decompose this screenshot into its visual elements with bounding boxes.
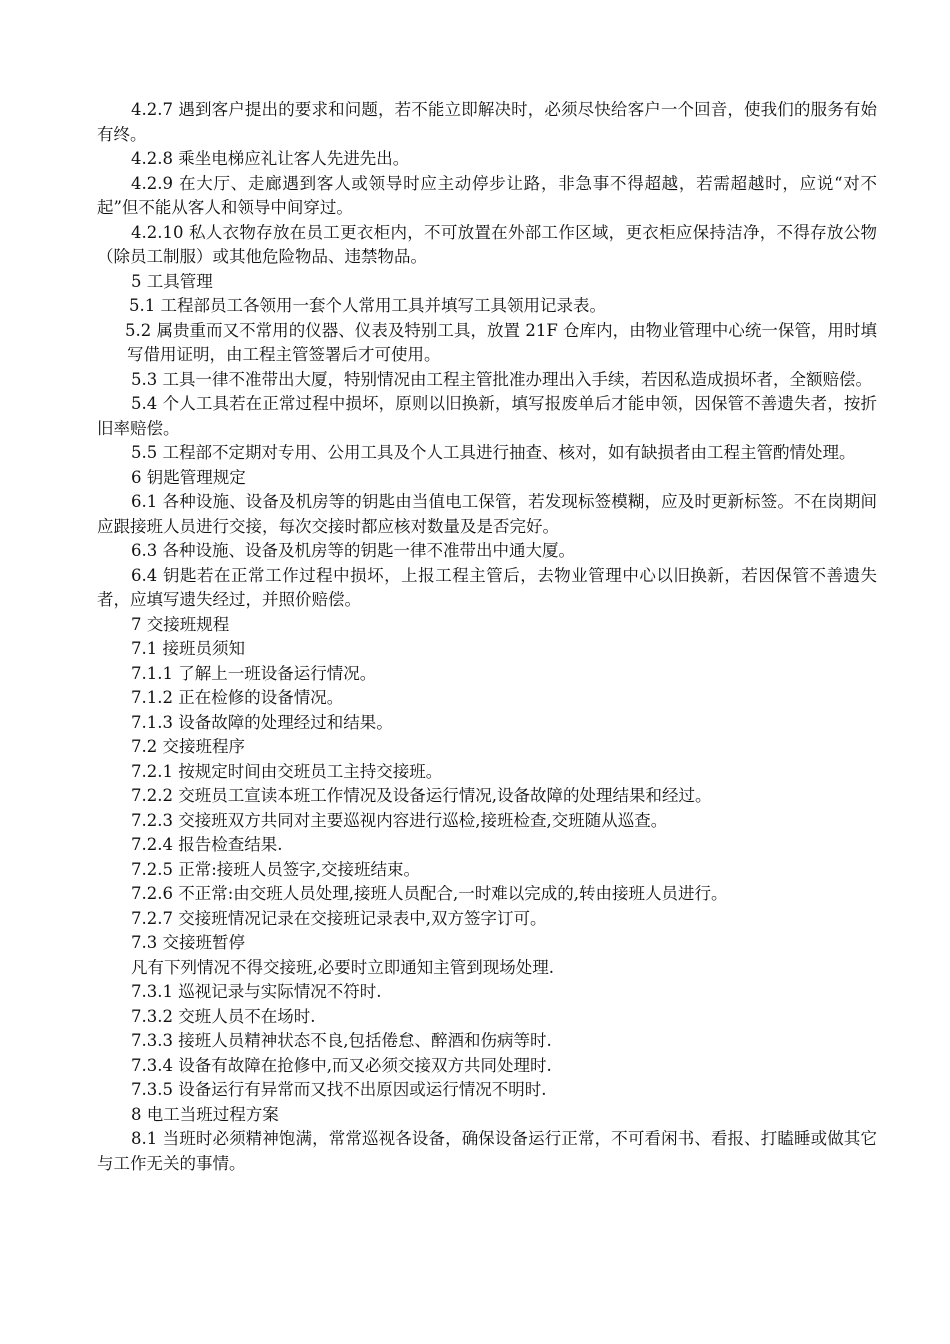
clause-4-2-10: 4.2.10 私人衣物存放在员工更衣柜内，不可放置在外部工作区域，更衣柜应保持洁净，不得存放公物（除员工制服）或其他危险物品、违禁物品。 (97, 222, 877, 266)
clause-4-2-9: 4.2.9 在大厅、走廊遇到客人或领导时应主动停步让路，非急事不得超越，若需超越时，应说“对不起”但不能从客人和领导中间穿过。 (97, 173, 877, 217)
clause-7-1-2: 7.1.2 正在检修的设备情况。 (131, 688, 344, 707)
document-body (97, 98, 877, 1176)
clause-5-3: 5.3 工具一律不准带出大厦，特别情况由工程主管批准办理出入手续，若因私造成损坏者，全额赔偿。 (131, 369, 872, 389)
section-5-heading: 5 工具管理 (131, 271, 213, 291)
clause-7-3-4: 7.3.4 设备有故障在抢修中,而又必须交接双方共同处理时. (131, 1055, 552, 1075)
clause-4-2-8: 4.2.8 乘坐电梯应礼让客人先进先出。 (131, 149, 410, 168)
clause-7-3-3: 7.3.3 接班人员精神状态不良,包括倦怠、醉酒和伤病等时. (131, 1031, 552, 1050)
clause-7-2-5: 7.2.5 正常:接班人员签字,交接班结束。 (131, 859, 421, 879)
clause-7-1-1: 7.1.1 了解上一班设备运行情况。 (131, 663, 377, 683)
clause-5-1: 5.1 工程部员工各领用一套个人常用工具并填写工具领用记录表。 (129, 296, 606, 315)
clause-7-1: 7.1 接班员须知 (131, 639, 245, 658)
clause-7-2-1: 7.2.1 按规定时间由交班员工主持交接班。 (131, 761, 443, 781)
clause-5-5: 5.5 工程部不定期对专用、公用工具及个人工具进行抽查、核对，如有缺损者由工程主管酌情处理。 (131, 443, 856, 462)
clause-7-2-4: 7.2.4 报告检查结果. (131, 835, 283, 854)
clause-7-2-6: 7.2.6 不正常:由交班人员处理,接班人员配合,一时难以完成的,转由接班人员进行。 (131, 884, 728, 903)
clause-7-3-5: 7.3.5 设备运行有异常而又找不出原因或运行情况不明时. (131, 1080, 547, 1099)
clause-7-3-intro: 凡有下列情况不得交接班,必要时立即通知主管到现场处理. (131, 957, 554, 977)
clause-7-1-3: 7.1.3 设备故障的处理经过和结果。 (131, 712, 393, 732)
clause-6-1: 6.1 各种设施、设备及机房等的钥匙由当值电工保管，若发现标签模糊，应及时更新标签。不在岗期间应跟接班人员进行交接，每次交接时都应核对数量及是否完好。 (97, 492, 877, 536)
clause-8-1: 8.1 当班时必须精神饱满，常常巡视各设备，确保设备运行正常，不可看闲书、看报、打瞌睡或做其它与工作无关的事情。 (97, 1129, 877, 1173)
clause-5-4: 5.4 个人工具若在正常过程中损坏，原则以旧换新，填写报废单后才能申领，因保管不善遗失者，按折旧率赔偿。 (97, 394, 877, 438)
clause-7-3-1: 7.3.1 巡视记录与实际情况不符时. (131, 982, 382, 1001)
clause-5-2: 5.2 属贵重而又不常用的仪器、仪表及特别工具，放置 21F 仓库内，由物业管理中心统一保管，用时填写借用证明，由工程主管签署后才可使用。 (125, 320, 877, 364)
clause-7-2-2: 7.2.2 交班员工宣读本班工作情况及设备运行情况,设备故障的处理结果和经过。 (131, 786, 712, 805)
section-6-heading: 6 钥匙管理规定 (131, 467, 246, 487)
clause-6-4: 6.4 钥匙若在正常工作过程中损坏，上报工程主管后，去物业管理中心以旧换新，若因保管不善遗失者，应填写遗失经过，并照价赔偿。 (97, 565, 877, 609)
section-8-heading: 8 电工当班过程方案 (131, 1104, 279, 1124)
clause-4-2-7: 4.2.7 遇到客户提出的要求和问题，若不能立即解决时，必须尽快给客户一个回音，使我们的服务有始有终。 (97, 100, 877, 144)
clause-6-3: 6.3 各种设施、设备及机房等的钥匙一律不准带出中通大厦。 (131, 541, 575, 560)
clause-7-2: 7.2 交接班程序 (131, 737, 245, 756)
clause-7-3-2: 7.3.2 交班人员不在场时. (131, 1006, 316, 1026)
clause-7-2-3: 7.2.3 交接班双方共同对主要巡视内容进行巡检,接班检查,交班随从巡查。 (131, 810, 668, 830)
section-7-heading: 7 交接班规程 (131, 614, 230, 634)
clause-7-2-7: 7.2.7 交接班情况记录在交接班记录表中,双方签字订可。 (131, 908, 547, 928)
clause-7-3: 7.3 交接班暂停 (131, 933, 245, 952)
